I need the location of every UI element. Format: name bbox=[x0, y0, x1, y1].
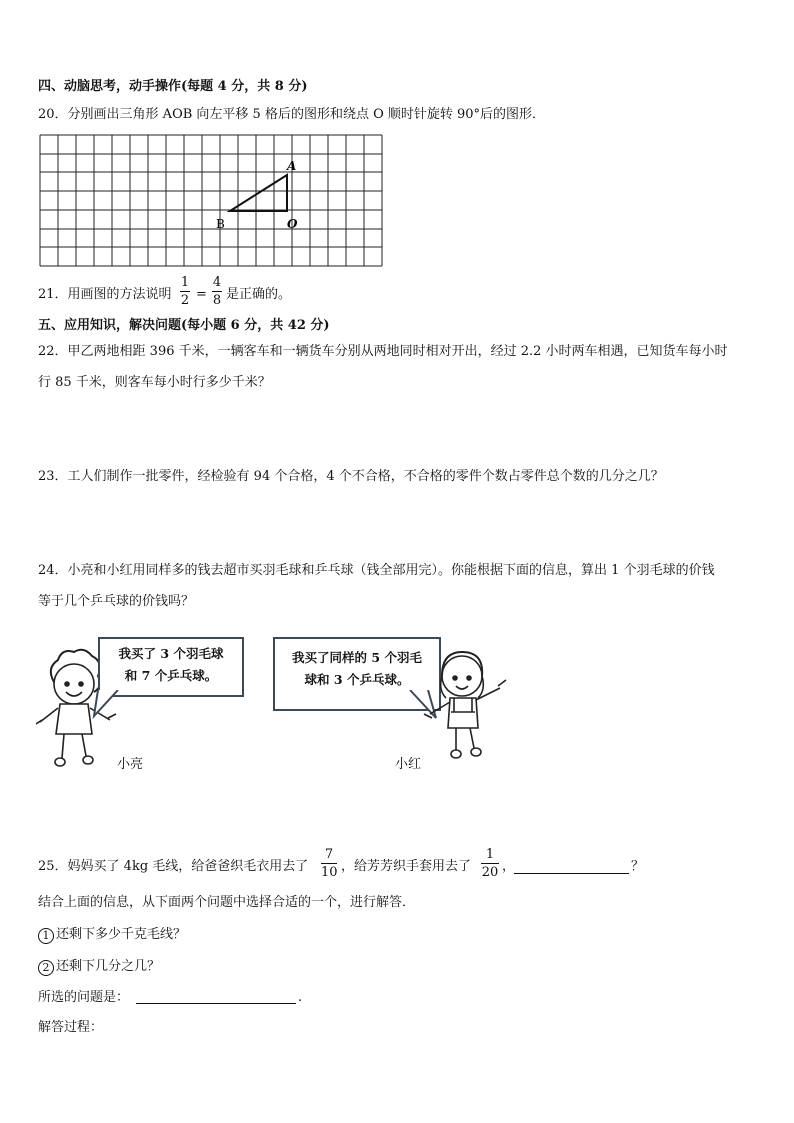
question-25-comma: ， bbox=[502, 859, 516, 874]
fraction-numerator: 1 bbox=[485, 847, 495, 862]
speech-bubble-xiaoliang bbox=[98, 637, 244, 697]
question-23: 23．工人们制作一批零件，经检验有 94 个合格，4 个不合格，不合格的零件个数占零件总个数的几分之几？ bbox=[38, 469, 664, 484]
label-o: O bbox=[287, 217, 298, 231]
fraction-bar bbox=[481, 863, 499, 864]
question-24-line2: 等于几个乒乓球的价钱吗？ bbox=[38, 594, 195, 609]
girl-figure-icon bbox=[418, 642, 510, 772]
fraction-1-2 bbox=[180, 276, 190, 307]
fraction-denominator: 8 bbox=[212, 293, 222, 308]
label-b: B bbox=[216, 217, 225, 231]
fraction-numerator: 4 bbox=[212, 275, 222, 290]
bubble-line: 和 7 个乒乓球。 bbox=[124, 668, 218, 683]
question-24-line1: 24．小亮和小红用同样多的钱去超市买羽毛球和乒乓球（钱全部用完）。你能根据下面的信息，算出 1 个羽毛球的价钱 bbox=[38, 563, 715, 578]
question-22-line2: 行 85 千米，则客车每小时行多少千米？ bbox=[38, 375, 271, 390]
question-25-mark: ？ bbox=[631, 859, 645, 874]
question-25-mid: ，给芳芳织手套用去了 bbox=[341, 859, 472, 874]
question-21-suffix: 是正确的。 bbox=[226, 287, 292, 302]
fraction-numerator: 7 bbox=[324, 847, 334, 862]
option-1-text: 还剩下多少千克毛线？ bbox=[56, 927, 187, 942]
section-4-title: 四、动脑思考，动手操作(每题 4 分，共 8 分) bbox=[38, 79, 308, 94]
question-22-line1: 22．甲乙两地相距 396 千米，一辆客车和一辆货车分别从两地同时相对开出，经过 2.2 小时两车相遇，已知货车每小时 bbox=[38, 344, 728, 359]
fraction-numerator: 1 bbox=[180, 275, 190, 290]
answer-process-label: 解答过程： bbox=[38, 1020, 104, 1035]
name-xiaohong: 小红 bbox=[395, 757, 422, 772]
chosen-question-blank[interactable] bbox=[136, 1003, 296, 1004]
bubble-line: 球和 3 个乒乓球。 bbox=[304, 672, 410, 687]
fraction-bar bbox=[321, 863, 337, 864]
fraction-1-20 bbox=[481, 848, 499, 879]
bubble-line: 我买了同样的 5 个羽毛 bbox=[292, 650, 422, 665]
circled-number: 1 bbox=[38, 928, 54, 944]
answer-blank-q25[interactable] bbox=[514, 873, 629, 874]
fraction-denominator: 20 bbox=[481, 865, 499, 880]
fraction-denominator: 2 bbox=[180, 293, 190, 308]
section-5-title: 五、应用知识，解决问题(每小题 6 分，共 42 分) bbox=[38, 318, 330, 333]
option-2 bbox=[38, 960, 160, 976]
option-1 bbox=[38, 928, 186, 944]
circled-number: 2 bbox=[38, 960, 54, 976]
fraction-denominator: 10 bbox=[321, 865, 338, 880]
bubble-tail-icon bbox=[92, 690, 132, 720]
bubble-line: 我买了 3 个羽毛球 bbox=[118, 646, 224, 661]
question-20: 20．分别画出三角形 AOB 向左平移 5 格后的图形和绕点 O 顺时针旋转 90°后的图形． bbox=[38, 107, 546, 122]
label-a: A bbox=[287, 159, 297, 173]
fraction-7-10 bbox=[321, 848, 337, 879]
equals-sign: = bbox=[196, 287, 207, 302]
fraction-bar bbox=[212, 291, 222, 292]
fraction-4-8 bbox=[212, 276, 222, 307]
grid-figure bbox=[38, 133, 384, 269]
chosen-question-label: 所选的问题是： bbox=[38, 990, 130, 1005]
name-xiaoliang: 小亮 bbox=[117, 757, 144, 772]
chosen-question-end: . bbox=[298, 990, 303, 1005]
question-25-instruction: 结合上面的信息，从下面两个问题中选择合适的一个，进行解答． bbox=[38, 895, 416, 910]
triangle-aob bbox=[230, 175, 287, 211]
question-21-prefix: 21．用画图的方法说明 bbox=[38, 287, 172, 302]
option-2-text: 还剩下几分之几？ bbox=[56, 959, 161, 974]
fraction-bar bbox=[180, 291, 190, 292]
question-25-prefix: 25．妈妈买了 4kg 毛线，给爸爸织毛衣用去了 bbox=[38, 859, 309, 874]
